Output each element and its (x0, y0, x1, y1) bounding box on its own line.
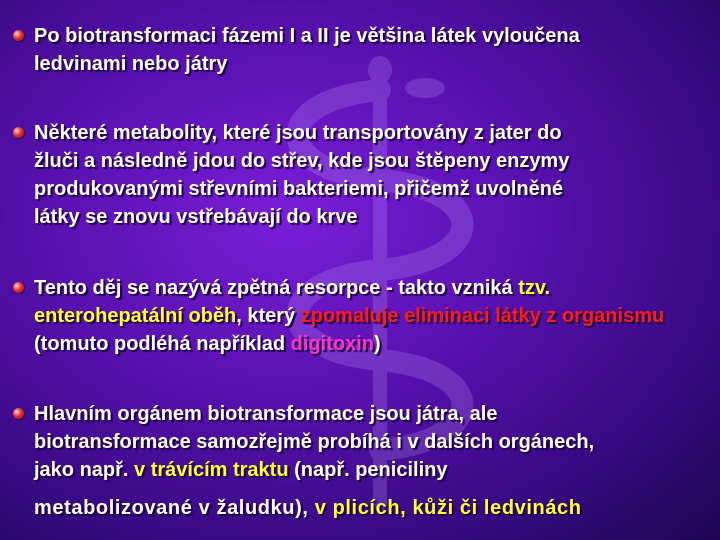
paragraph-2-line-2: žluči a následně jdou do střev, kde jsou štěpeny enzymy (34, 150, 570, 172)
paragraph-4-text-3a: jako např. (34, 459, 135, 481)
paragraph-4-line-4 (34, 494, 582, 522)
organismu-highlight: organismu (561, 305, 665, 327)
paragraph-4-line-1: Hlavním orgánem biotransformace jsou játra, ale (34, 403, 498, 425)
paragraph-3-text-2: , který (236, 305, 301, 327)
v-travicim-traktu-highlight: v trávícím traktu (134, 459, 289, 481)
bullet-2-icon (13, 127, 24, 138)
paragraph-4-line-3 (34, 456, 714, 484)
bullet-1-icon (13, 30, 24, 41)
enterohepatalni-obeh-highlight: enterohepatální oběh (34, 305, 237, 327)
paragraph-1-line-2: ledvinami nebo játry (34, 53, 228, 75)
paragraph-3-text-4: ) (374, 333, 381, 355)
paragraph-4-text-3b: (např. peniciliny (288, 459, 448, 481)
paragraph-2 (34, 119, 714, 231)
paragraph-2-line-3: produkovanými střevními bakteriemi, přičemž uvolněné (34, 178, 564, 200)
tzv-highlight: tzv. (518, 277, 551, 299)
paragraph-4-text-4a: metabolizované v žaludku), (34, 497, 315, 519)
paragraph-2-line-4: látky se znovu vstřebávají do krve (34, 206, 358, 228)
paragraph-1 (34, 22, 714, 78)
v-plicich-highlight: v plicích, kůži či ledvinách (314, 497, 582, 519)
bullet-3-icon (13, 282, 24, 293)
paragraph-3 (34, 274, 674, 358)
paragraph-3-text-1: Tento děj se nazývá zpětná resorpce - takto vzniká (34, 277, 519, 299)
paragraph-1-line-1: Po biotransformaci fázemi I a II je většina látek vyloučena (34, 25, 580, 47)
paragraph-2-line-1: Některé metabolity, které jsou transportovány z jater do (34, 122, 562, 144)
bullet-4-icon (13, 408, 24, 419)
paragraph-3-text-3: (tomuto podléhá například (34, 333, 291, 355)
zpomaluje-highlight: zpomaluje eliminaci látky z (300, 305, 557, 327)
digitoxin-highlight: digitoxin (290, 333, 374, 355)
paragraph-4-line-2: biotransformace samozřejmě probíhá i v dalších orgánech, (34, 431, 595, 453)
paragraph-4 (34, 400, 714, 484)
